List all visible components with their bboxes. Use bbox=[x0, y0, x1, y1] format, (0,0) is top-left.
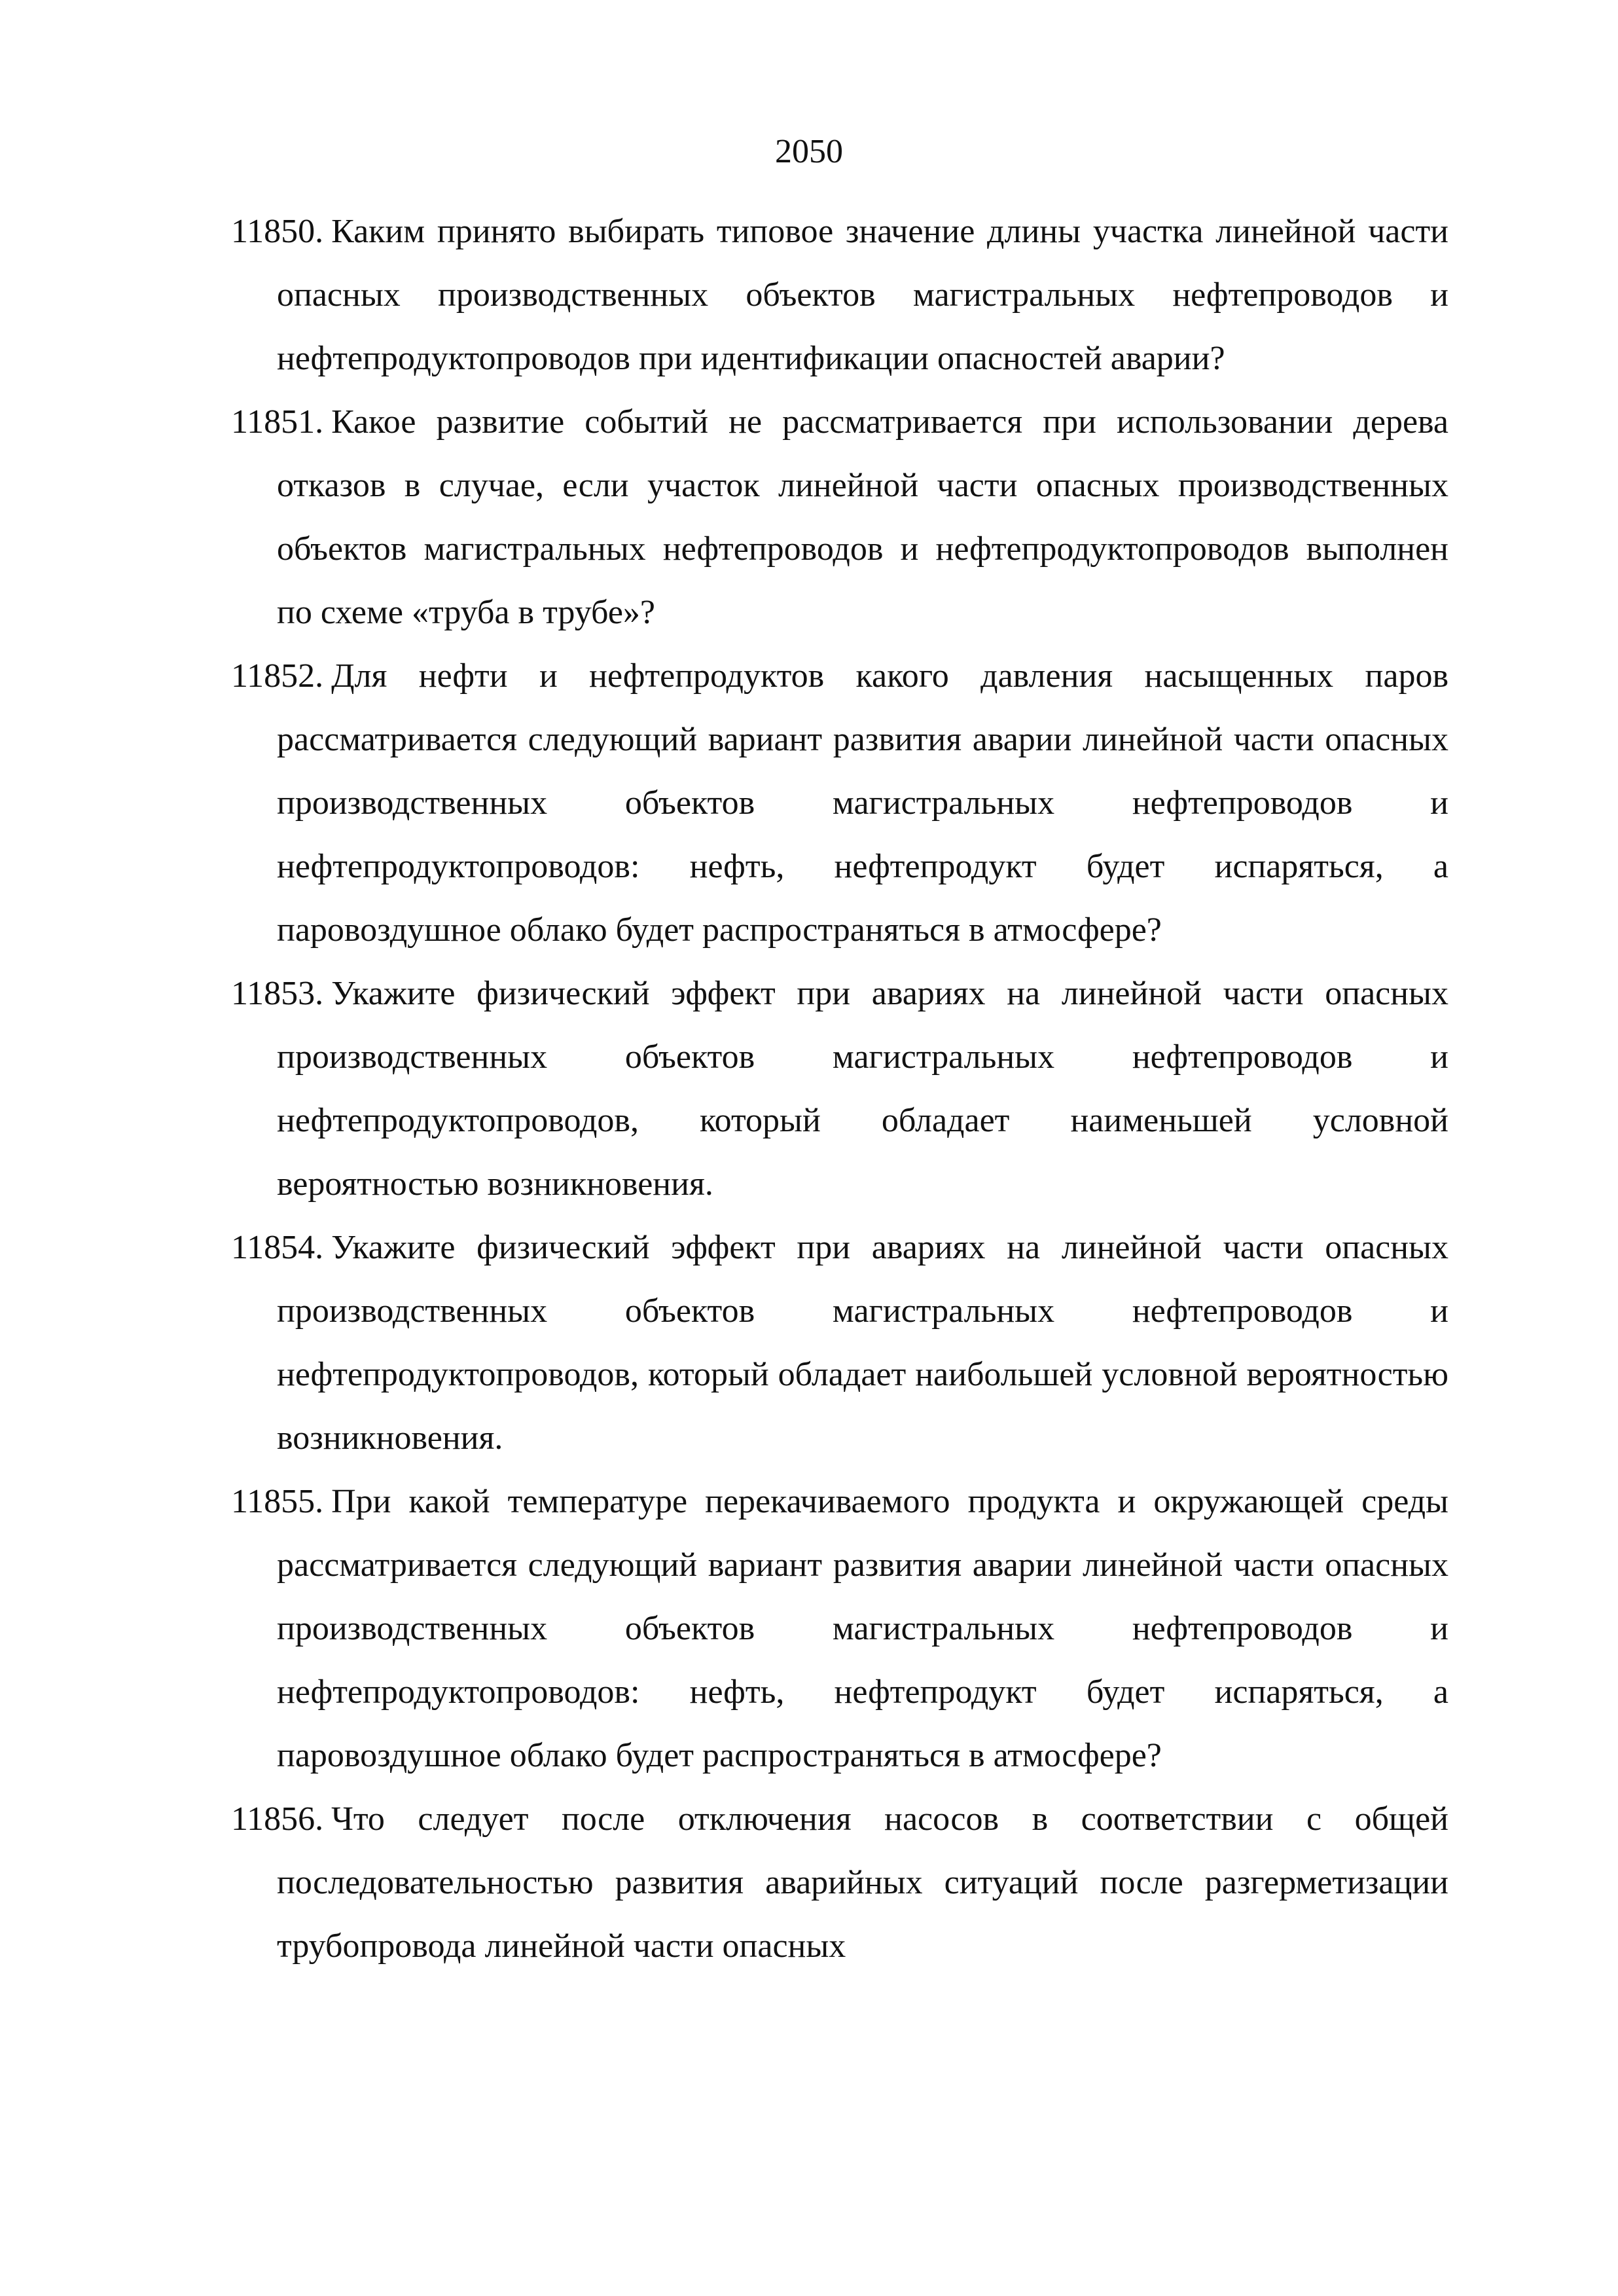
question-item bbox=[231, 390, 1448, 644]
question-number: 11850. bbox=[231, 213, 324, 250]
question-text: Для нефти и нефтепродуктов какого давления насыщенных паров рассматривается следующий вариант развития аварии линейной части опасных производственных объектов магистральных нефтепроводов и нефтепродуктопроводов: нефть, нефтепродукт будет испаряться, а паровоздушное облако будет распространяться в атмосфере? bbox=[277, 657, 1448, 949]
question-text: Какое развитие событий не рассматривается при использовании дерева отказов в случае, если участок линейной части опасных производственных объектов магистральных нефтепроводов и нефтепродуктопроводов выполнен по схеме «труба в трубе»? bbox=[277, 403, 1448, 631]
question-text: Что следует после отключения насосов в соответствии с общей последовательностью развития аварийных ситуаций после разгерметизации трубопровода линейной части опасных bbox=[277, 1800, 1448, 1965]
question-item bbox=[231, 1470, 1448, 1787]
question-number: 11856. bbox=[231, 1800, 324, 1838]
question-text: Укажите физический эффект при авариях на линейной части опасных производственных объектов магистральных нефтепроводов и нефтепродуктопроводов, который обладает наименьшей условной вероятностью возникновения. bbox=[277, 975, 1448, 1203]
question-item bbox=[231, 644, 1448, 962]
question-number: 11852. bbox=[231, 657, 324, 695]
question-number: 11854. bbox=[231, 1229, 324, 1266]
question-item bbox=[231, 1216, 1448, 1470]
question-item bbox=[231, 200, 1448, 390]
question-text: Укажите физический эффект при авариях на линейной части опасных производственных объектов магистральных нефтепроводов и нефтепродуктопроводов, который обладает наибольшей условной вероятностью возникновения. bbox=[277, 1229, 1448, 1457]
question-text: Каким принято выбирать типовое значение длины участка линейной части опасных производственных объектов магистральных нефтепроводов и нефтепродуктопроводов при идентификации опасностей аварии? bbox=[277, 213, 1448, 377]
question-item bbox=[231, 962, 1448, 1216]
page-number: 2050 bbox=[775, 133, 843, 170]
question-list bbox=[231, 200, 1448, 1978]
question-text: При какой температуре перекачиваемого продукта и окружающей среды рассматривается следующий вариант развития аварии линейной части опасных производственных объектов магистральных нефтепроводов и нефтепродуктопроводов: нефть, нефтепродукт будет испаряться, а паровоздушное облако будет распространяться в атмосфере? bbox=[277, 1483, 1448, 1774]
question-number: 11855. bbox=[231, 1483, 324, 1520]
question-number: 11851. bbox=[231, 403, 324, 441]
question-item bbox=[231, 1787, 1448, 1978]
question-number: 11853. bbox=[231, 975, 324, 1012]
